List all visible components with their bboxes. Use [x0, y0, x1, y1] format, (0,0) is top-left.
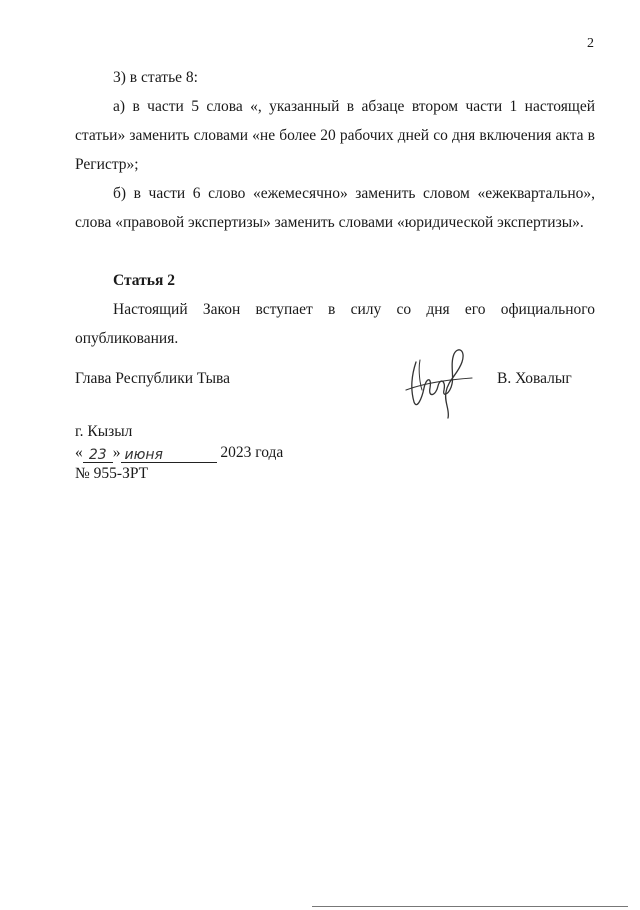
- page-number: 2: [587, 36, 594, 51]
- signer-name: В. Ховалыг: [497, 370, 572, 387]
- date-month: июня: [124, 447, 163, 463]
- item-3-intro: 3) в статье 8:: [113, 69, 198, 86]
- city: г. Кызыл: [75, 423, 133, 440]
- date-year: 2023 года: [220, 444, 284, 461]
- date-quote-close: »: [112, 444, 121, 461]
- article-2-heading: Статья 2: [113, 272, 175, 289]
- document-body: [75, 63, 595, 353]
- date-day: 23: [88, 447, 107, 463]
- scan-edge-line: [312, 906, 628, 907]
- date-line: [75, 442, 283, 463]
- item-3a: а) в части 5 слова «, указанный в абзаце втором части 1 настоящей статьи» заменить словами «не более 20 рабочих дней со дня включения акта в Регистр»;: [75, 98, 595, 173]
- place-date-block: [75, 421, 283, 484]
- date-quote-open: «: [75, 444, 83, 461]
- article-2-text: Настоящий Закон вступает в силу со дня его официального опубликования.: [75, 301, 595, 347]
- item-3b: б) в части 6 слово «ежемесячно» заменить словом «ежеквартально», слова «правовой экспертизы» заменить словами «юридической экспертизы».: [75, 185, 595, 231]
- handwritten-signature: [402, 340, 482, 420]
- signer-title: Глава Республики Тыва: [75, 370, 231, 387]
- law-number: № 955-ЗРТ: [75, 465, 149, 482]
